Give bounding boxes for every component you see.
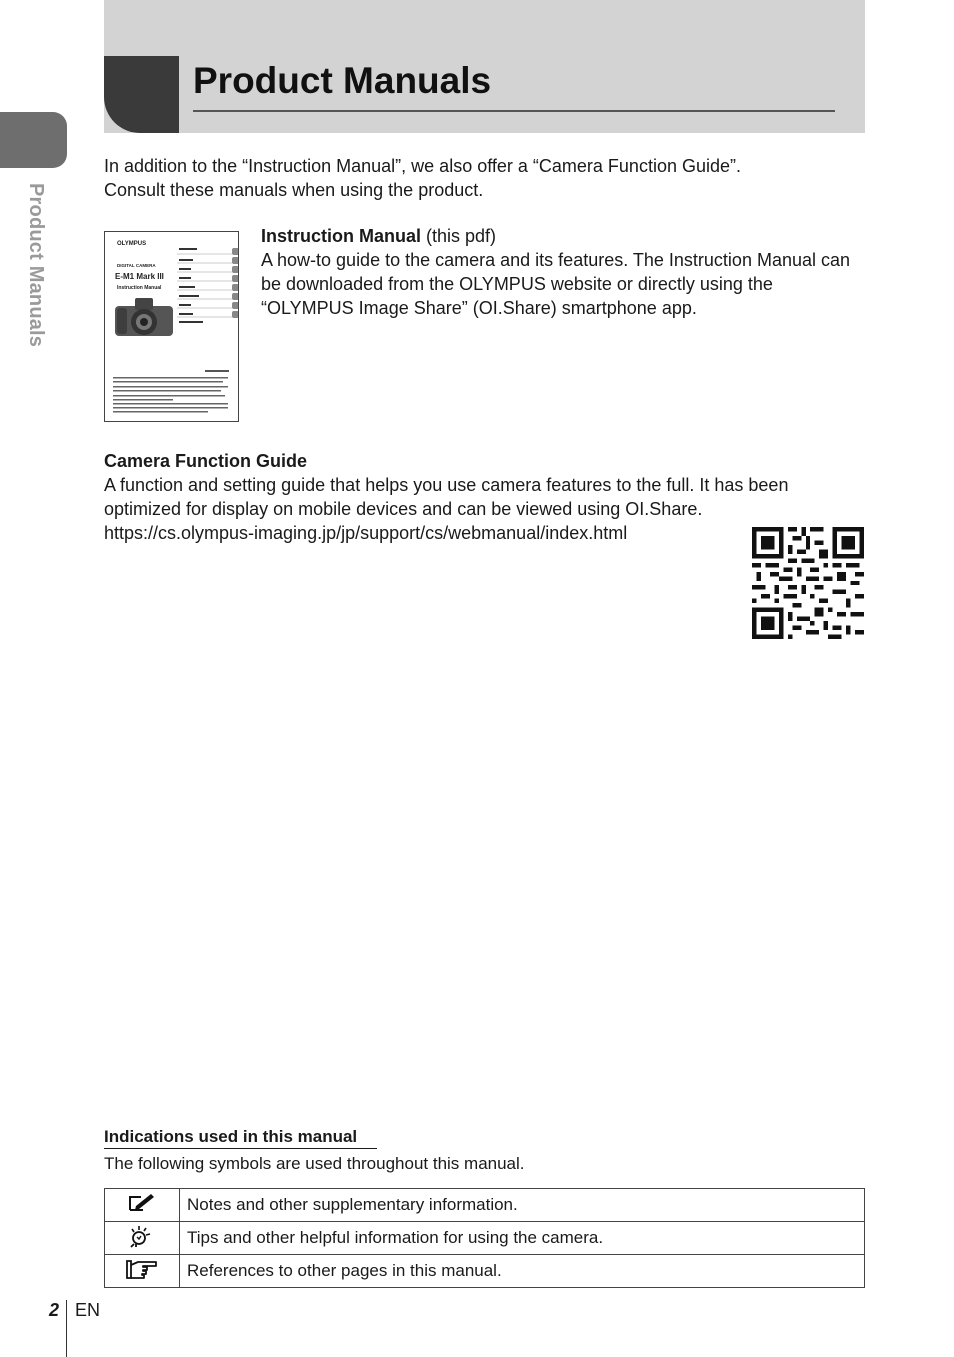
symbols-table <box>104 1188 865 1288</box>
page-number: 2 <box>49 1300 60 1320</box>
side-tab <box>0 112 67 168</box>
symbol-description: Notes and other supplementary information. <box>180 1189 865 1222</box>
cover-model: E-M1 Mark III <box>115 272 164 281</box>
pointing-hand-icon <box>125 1257 159 1281</box>
table-row <box>105 1222 865 1255</box>
indications-title-underline <box>104 1148 377 1149</box>
header-dark-block <box>104 56 179 133</box>
indications-title: Indications used in this manual <box>104 1127 358 1146</box>
table-row <box>105 1255 865 1288</box>
cover-category: DIGITAL CAMERA <box>117 263 156 268</box>
intro-paragraph <box>104 154 864 202</box>
instruction-manual-title: Instruction Manual <box>261 226 422 246</box>
intro-line-1: In addition to the “Instruction Manual”, we also offer a “Camera Function Guide”. <box>104 156 741 176</box>
symbol-cell <box>105 1222 180 1255</box>
instruction-manual-description: A how-to guide to the camera and its features. The Instruction Manual can be downloaded from the OLYMPUS website or directly using the “OLYMPUS Image Share” (OI.Share) smartphone app. <box>261 250 851 318</box>
instruction-manual-section <box>261 224 861 320</box>
camera-function-guide-title: Camera Function Guide <box>104 451 308 471</box>
table-row <box>105 1189 865 1222</box>
qr-code-icon[interactable] <box>752 527 864 639</box>
title-underline <box>193 110 835 112</box>
camera-illustration <box>113 296 175 340</box>
symbol-cell <box>105 1189 180 1222</box>
cover-table-of-contents <box>177 244 239 324</box>
camera-function-guide-section <box>104 449 864 545</box>
instruction-manual-heading <box>261 224 861 248</box>
indications-subtitle: The following symbols are used throughout this manual. <box>104 1154 525 1173</box>
symbol-cell <box>105 1255 180 1288</box>
instruction-manual-suffix: (this pdf) <box>421 226 497 246</box>
lightbulb-tip-icon <box>127 1223 157 1249</box>
cover-brand: OLYMPUS <box>117 241 147 247</box>
pencil-note-icon <box>127 1191 157 1215</box>
symbol-description: References to other pages in this manual. <box>180 1255 865 1288</box>
page-title: Product Manuals <box>193 60 492 101</box>
camera-function-guide-description: A function and setting guide that helps you use camera features to the full. It has been optimized for display on mobile devices and can be viewed using OI.Share. <box>104 475 789 519</box>
language-code: EN <box>75 1300 101 1320</box>
instruction-manual-cover <box>104 231 239 422</box>
camera-function-guide-url[interactable]: https://cs.olympus-imaging.jp/jp/support/cs/webmanual/index.html <box>104 523 628 543</box>
intro-line-2: Consult these manuals when using the product. <box>104 180 484 200</box>
side-tab-label: Product Manuals <box>25 183 47 348</box>
cover-doc-name: Instruction Manual <box>117 285 162 291</box>
footer-divider <box>66 1300 67 1357</box>
symbol-description: Tips and other helpful information for using the camera. <box>180 1222 865 1255</box>
cover-footnotes <box>113 370 233 416</box>
